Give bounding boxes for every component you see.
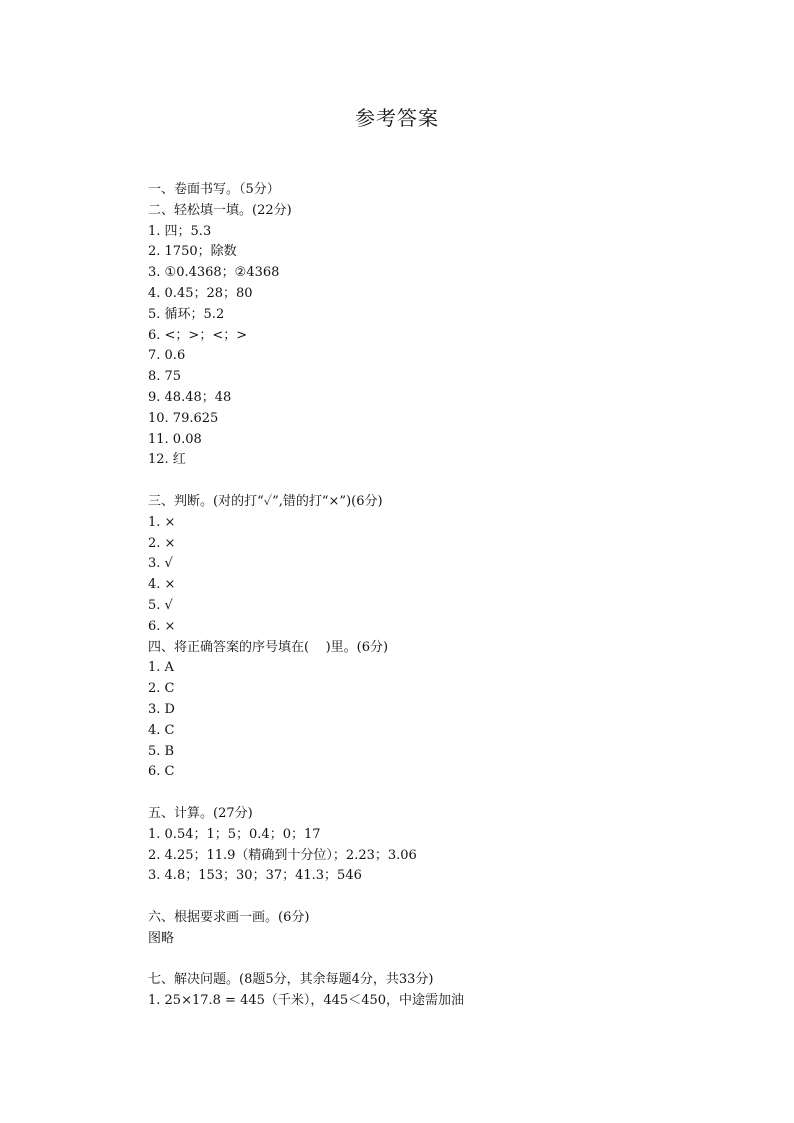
page-title: 参考答案: [355, 106, 439, 130]
answer-line: 5. 循环；5.2: [148, 306, 225, 322]
answer-line: 1. A: [148, 660, 174, 676]
answer-line: 6. C: [148, 764, 175, 780]
answer-line: 4. ×: [148, 577, 176, 593]
answer-line: 图略: [148, 930, 175, 946]
section-heading: 五、计算。(27分): [148, 805, 253, 821]
answer-line: 8. 75: [148, 369, 182, 385]
answer-line: 1. 0.54；1；5；0.4；0；17: [148, 826, 321, 842]
answer-line: 6. <；>；<；>: [148, 327, 248, 343]
answer-line: 7. 0.6: [148, 348, 186, 364]
answer-line: 5. B: [148, 743, 175, 759]
section-spacer: [148, 471, 748, 492]
answer-line: 4. C: [148, 722, 175, 738]
answer-line: 2. C: [148, 681, 175, 697]
answer-content: [148, 180, 748, 1012]
section-heading: 四、将正确答案的序号填在( )里。(6分): [148, 639, 389, 655]
section-heading: 一、卷面书写。（5分）: [148, 182, 280, 197]
section-spacer: [148, 783, 748, 804]
section-heading: 三、判断。(对的打“✓”,错的打“×”)(6分): [148, 493, 383, 509]
answer-line: 12. 红: [148, 452, 186, 468]
answer-line: 9. 48.48；48: [148, 389, 232, 405]
answer-line: 11. 0.08: [148, 431, 202, 447]
answer-line: 5. √: [148, 597, 173, 613]
answer-line: 4. 0.45；28；80: [148, 285, 253, 301]
answer-line: 3. 4.8；153；30；37；41.3；546: [148, 868, 362, 884]
section-spacer: [148, 949, 748, 970]
answer-line: 1. ×: [148, 514, 176, 530]
answer-line: 2. 1750；除数: [148, 244, 237, 260]
answer-line: 1. 四；5.3: [148, 223, 212, 239]
answer-line: 2. ×: [148, 535, 176, 551]
section-spacer: [148, 887, 748, 908]
answer-line: 3. √: [148, 556, 173, 572]
answer-line: 1. 25×17.8 = 445（千米），445＜450，中途需加油: [148, 993, 465, 1009]
section-heading: 六、根据要求画一画。(6分): [148, 909, 310, 925]
answer-line: 10. 79.625: [148, 410, 219, 426]
answer-line: 3. ①0.4368；②4368: [148, 265, 280, 281]
answer-line: 6. ×: [148, 618, 176, 634]
section-heading: 二、轻松填一填。(22分): [148, 202, 292, 218]
answer-line: 3. D: [148, 701, 175, 717]
section-heading: 七、解决问题。(8题5分，其余每题4分，共33分): [148, 972, 434, 988]
answer-line: 2. 4.25；11.9（精确到十分位）；2.23；3.06: [148, 847, 417, 863]
